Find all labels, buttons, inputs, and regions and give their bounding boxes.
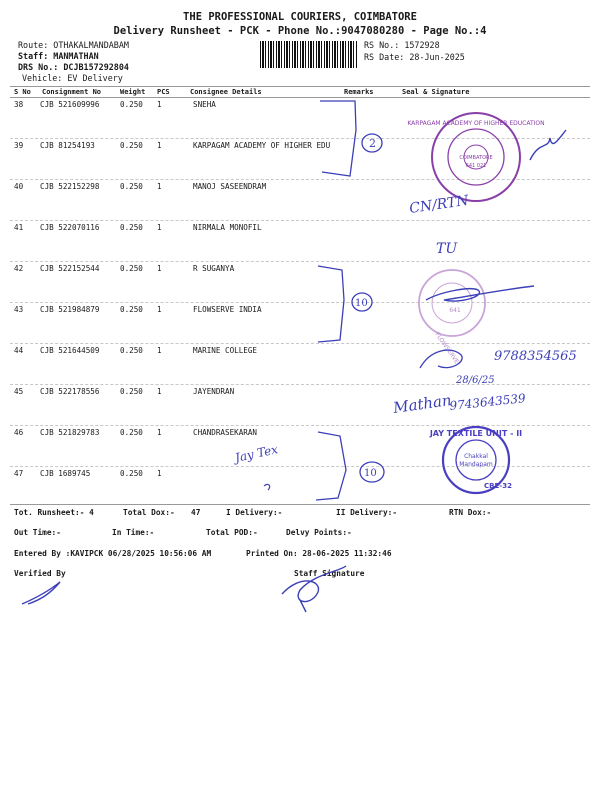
row-weight: 0.250 [120, 346, 143, 355]
col-seal-signature: Seal & Signature [402, 88, 470, 96]
row-sno: 39 [14, 141, 24, 150]
printed-on: Printed On: 28-06-2025 11:32:46 [246, 549, 392, 558]
row-consignment: CJB 521609996 [40, 100, 100, 109]
row-pcs: 1 [157, 387, 162, 396]
drs-number: DRS No.: DCJB157292804 [18, 62, 129, 72]
rs-date: RS Date: 28-Jun-2025 [364, 52, 465, 62]
signature-row-39 [530, 130, 566, 160]
col-sno: S No [14, 88, 31, 96]
stamp-3-center-1: Chakkal [464, 453, 488, 460]
stamp-1-pin: 641 021 [465, 163, 487, 169]
row-consignment: CJB 522152544 [40, 264, 100, 273]
row-pcs: 1 [157, 346, 162, 355]
note-row-46: Jay Tex [233, 442, 280, 465]
ii-delivery: II Delivery:- [336, 508, 398, 517]
note-row-41: TU [436, 241, 458, 257]
row-weight: 0.250 [120, 141, 143, 150]
row-weight: 0.250 [120, 182, 143, 191]
entered-by: Entered By :KAVIPCK 06/28/2025 10:56:06 AM [14, 549, 212, 558]
stamp-2-ring-text: FLOWSERVE [433, 331, 461, 366]
vehicle-label: Vehicle: EV Delivery [22, 73, 123, 83]
row-sno: 42 [14, 264, 24, 273]
remark-3: 10 [364, 468, 377, 479]
bracket-rows-46-47 [316, 432, 346, 500]
col-remarks: Remarks [344, 88, 374, 96]
row-consignee: MARINE COLLEGE [193, 346, 258, 355]
row-weight: 0.250 [120, 305, 143, 314]
i-delivery: I Delivery:- [226, 508, 283, 517]
total-pod: Total POD:- [206, 528, 258, 537]
row-sno: 43 [14, 305, 24, 314]
route-label: Route: OTHAKALMANDABAM [18, 40, 129, 50]
delvy-points: Delvy Points:- [286, 528, 352, 537]
note-row-40: CN/RTN [408, 192, 470, 217]
jay-textile-seal-inner [456, 440, 496, 480]
runsheet-title: Delivery Runsheet - PCK - Phone No.:9047080280 - Page No.:4 [113, 25, 487, 37]
stamp-3-pin: CBE-32 [484, 482, 512, 490]
row-weight: 0.250 [120, 387, 143, 396]
row-consignee: MANOJ SASEENDRAM [193, 182, 267, 191]
mark-row-47 [264, 484, 270, 490]
total-runsheet: Tot. Runsheet:- 4 [14, 508, 94, 517]
row-consignee: SNEHA [193, 100, 216, 109]
name-row-45: Mathan [392, 390, 453, 417]
row-consignment: CJB 81254193 [40, 141, 95, 150]
row-consignment: CJB 521644509 [40, 346, 100, 355]
remark-2: 10 [355, 298, 368, 309]
row-sno: 47 [14, 469, 24, 478]
row-consignee: R SUGANYA [193, 264, 235, 273]
signature-row-43 [426, 286, 534, 301]
row-pcs: 1 [157, 305, 162, 314]
stamp-3-ring-text: JAY TEXTILE UNIT - II [429, 429, 523, 438]
rtn-dox: RTN Dox:- [449, 508, 492, 517]
stamp-1-ring-text: KARPAGAM ACADEMY OF HIGHER EDUCATION [407, 120, 545, 127]
out-time: Out Time:- [14, 528, 61, 537]
row-consignment: CJB 522070116 [40, 223, 100, 232]
row-consignee: FLOWSERVE INDIA [193, 305, 262, 314]
staff-label: Staff: MANMATHAN [18, 51, 99, 61]
in-time: In Time:- [112, 528, 155, 537]
row-sno: 45 [14, 387, 24, 396]
row-pcs: 1 [157, 469, 162, 478]
row-consignee: NIRMALA MONOFIL [193, 223, 262, 232]
remark-1: 2 [369, 137, 376, 150]
verified-by-signature [22, 582, 60, 604]
col-consignment: Consignment No [42, 88, 102, 96]
row-weight: 0.250 [120, 469, 143, 478]
staff-signature-mark [282, 566, 346, 612]
row-sno: 40 [14, 182, 24, 191]
verified-by-label: Verified By [14, 569, 66, 578]
stamp-2-pin: 641 [449, 307, 461, 314]
row-consignment: CJB 521984879 [40, 305, 100, 314]
row-consignee: CHANDRASEKARAN [193, 428, 258, 437]
stamp-3-center-2: Mandapam [459, 461, 493, 468]
flowserve-seal [419, 270, 485, 336]
total-dox-label: Total Dox:- [123, 508, 175, 517]
col-pcs: PCS [157, 88, 170, 96]
company-name: THE PROFESSIONAL COURIERS, COIMBATORE [183, 11, 417, 23]
col-weight: Weight [120, 88, 146, 96]
row-sno: 44 [14, 346, 24, 355]
bracket-rows-42-43 [318, 266, 344, 342]
row-pcs: 1 [157, 100, 162, 109]
row-consignment: CJB 522178556 [40, 387, 100, 396]
row-consignee: JAYENDRAN [193, 387, 235, 396]
row-consignment: CJB 521829783 [40, 428, 100, 437]
row-weight: 0.250 [120, 223, 143, 232]
row-pcs: 1 [157, 223, 162, 232]
row-sno: 46 [14, 428, 24, 437]
row-pcs: 1 [157, 428, 162, 437]
row-sno: 41 [14, 223, 24, 232]
row-weight: 0.250 [120, 100, 143, 109]
row-pcs: 1 [157, 141, 162, 150]
row-consignee: KARPAGAM ACADEMY OF HIGHER EDU [193, 141, 331, 150]
row-pcs: 1 [157, 182, 162, 191]
row-consignment: CJB 1689745 [40, 469, 91, 478]
rs-number: RS No.: 1572928 [364, 40, 440, 50]
row-weight: 0.250 [120, 428, 143, 437]
bracket-rows-38-39 [320, 101, 356, 176]
row-pcs: 1 [157, 264, 162, 273]
row-consignment: CJB 522152298 [40, 182, 100, 191]
date-row-44: 28/6/25 [456, 375, 495, 386]
col-consignee: Consignee Details [190, 88, 262, 96]
row-sno: 38 [14, 100, 24, 109]
phone-row-45: 9743643539 [448, 391, 527, 413]
phone-row-44: 9788354565 [494, 349, 577, 364]
stamp-1-center-text: COIMBATORE [459, 155, 493, 161]
row-weight: 0.250 [120, 264, 143, 273]
staff-signature-label: Staff Signature [294, 569, 365, 578]
total-dox-value: 47 [191, 508, 201, 517]
